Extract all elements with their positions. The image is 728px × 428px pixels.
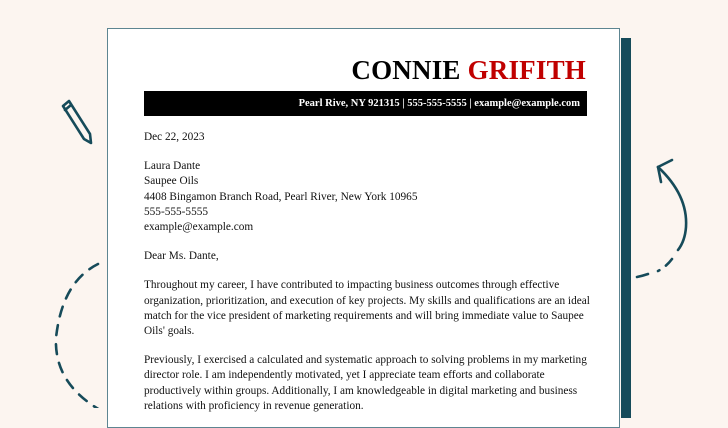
page-shadow — [621, 38, 631, 418]
pencil-icon — [58, 98, 98, 150]
letter-body — [144, 130, 594, 428]
paragraph: Throughout my career, I have contributed to impacting business outcomes through effective organization, prioritization, and execution of key projects. My skills and qualifications are an ideal match for the vice president of marketing requirements and will bring immediate value to Saupee Oils' goals. — [144, 279, 590, 338]
letter-page — [107, 28, 620, 428]
recipient-phone: 555-555-5555 — [144, 205, 209, 218]
contact-line: Pearl Rive, NY 921315 | 555-555-5555 | example@example.com — [298, 98, 580, 109]
first-name: CONNIE — [351, 55, 461, 85]
salutation: Dear Ms. Dante, — [144, 250, 219, 263]
recipient-company: Saupee Oils — [144, 175, 199, 188]
last-name: GRIFITH — [467, 55, 586, 85]
curved-arrow-icon — [630, 155, 700, 280]
paragraph: Previously, I exercised a calculated and systematic approach to solving problems in my marketing director role. I am independently motivated, yet I appreciate team efforts and collaborate productively within groups. Additionally, I am knowledgeable in digital marketing and business relations with proficiency in revenue generation. — [144, 354, 587, 412]
applicant-name — [351, 55, 586, 86]
recipient-address: 4408 Bingamon Branch Road, Pearl River, New York 10965 — [144, 190, 418, 203]
recipient-email: example@example.com — [144, 221, 254, 234]
contact-bar — [144, 91, 587, 116]
dashed-arc — [40, 258, 110, 408]
recipient-block — [144, 159, 594, 235]
letter-date: Dec 22, 2023 — [144, 131, 205, 143]
recipient-name: Laura Dante — [144, 160, 201, 173]
